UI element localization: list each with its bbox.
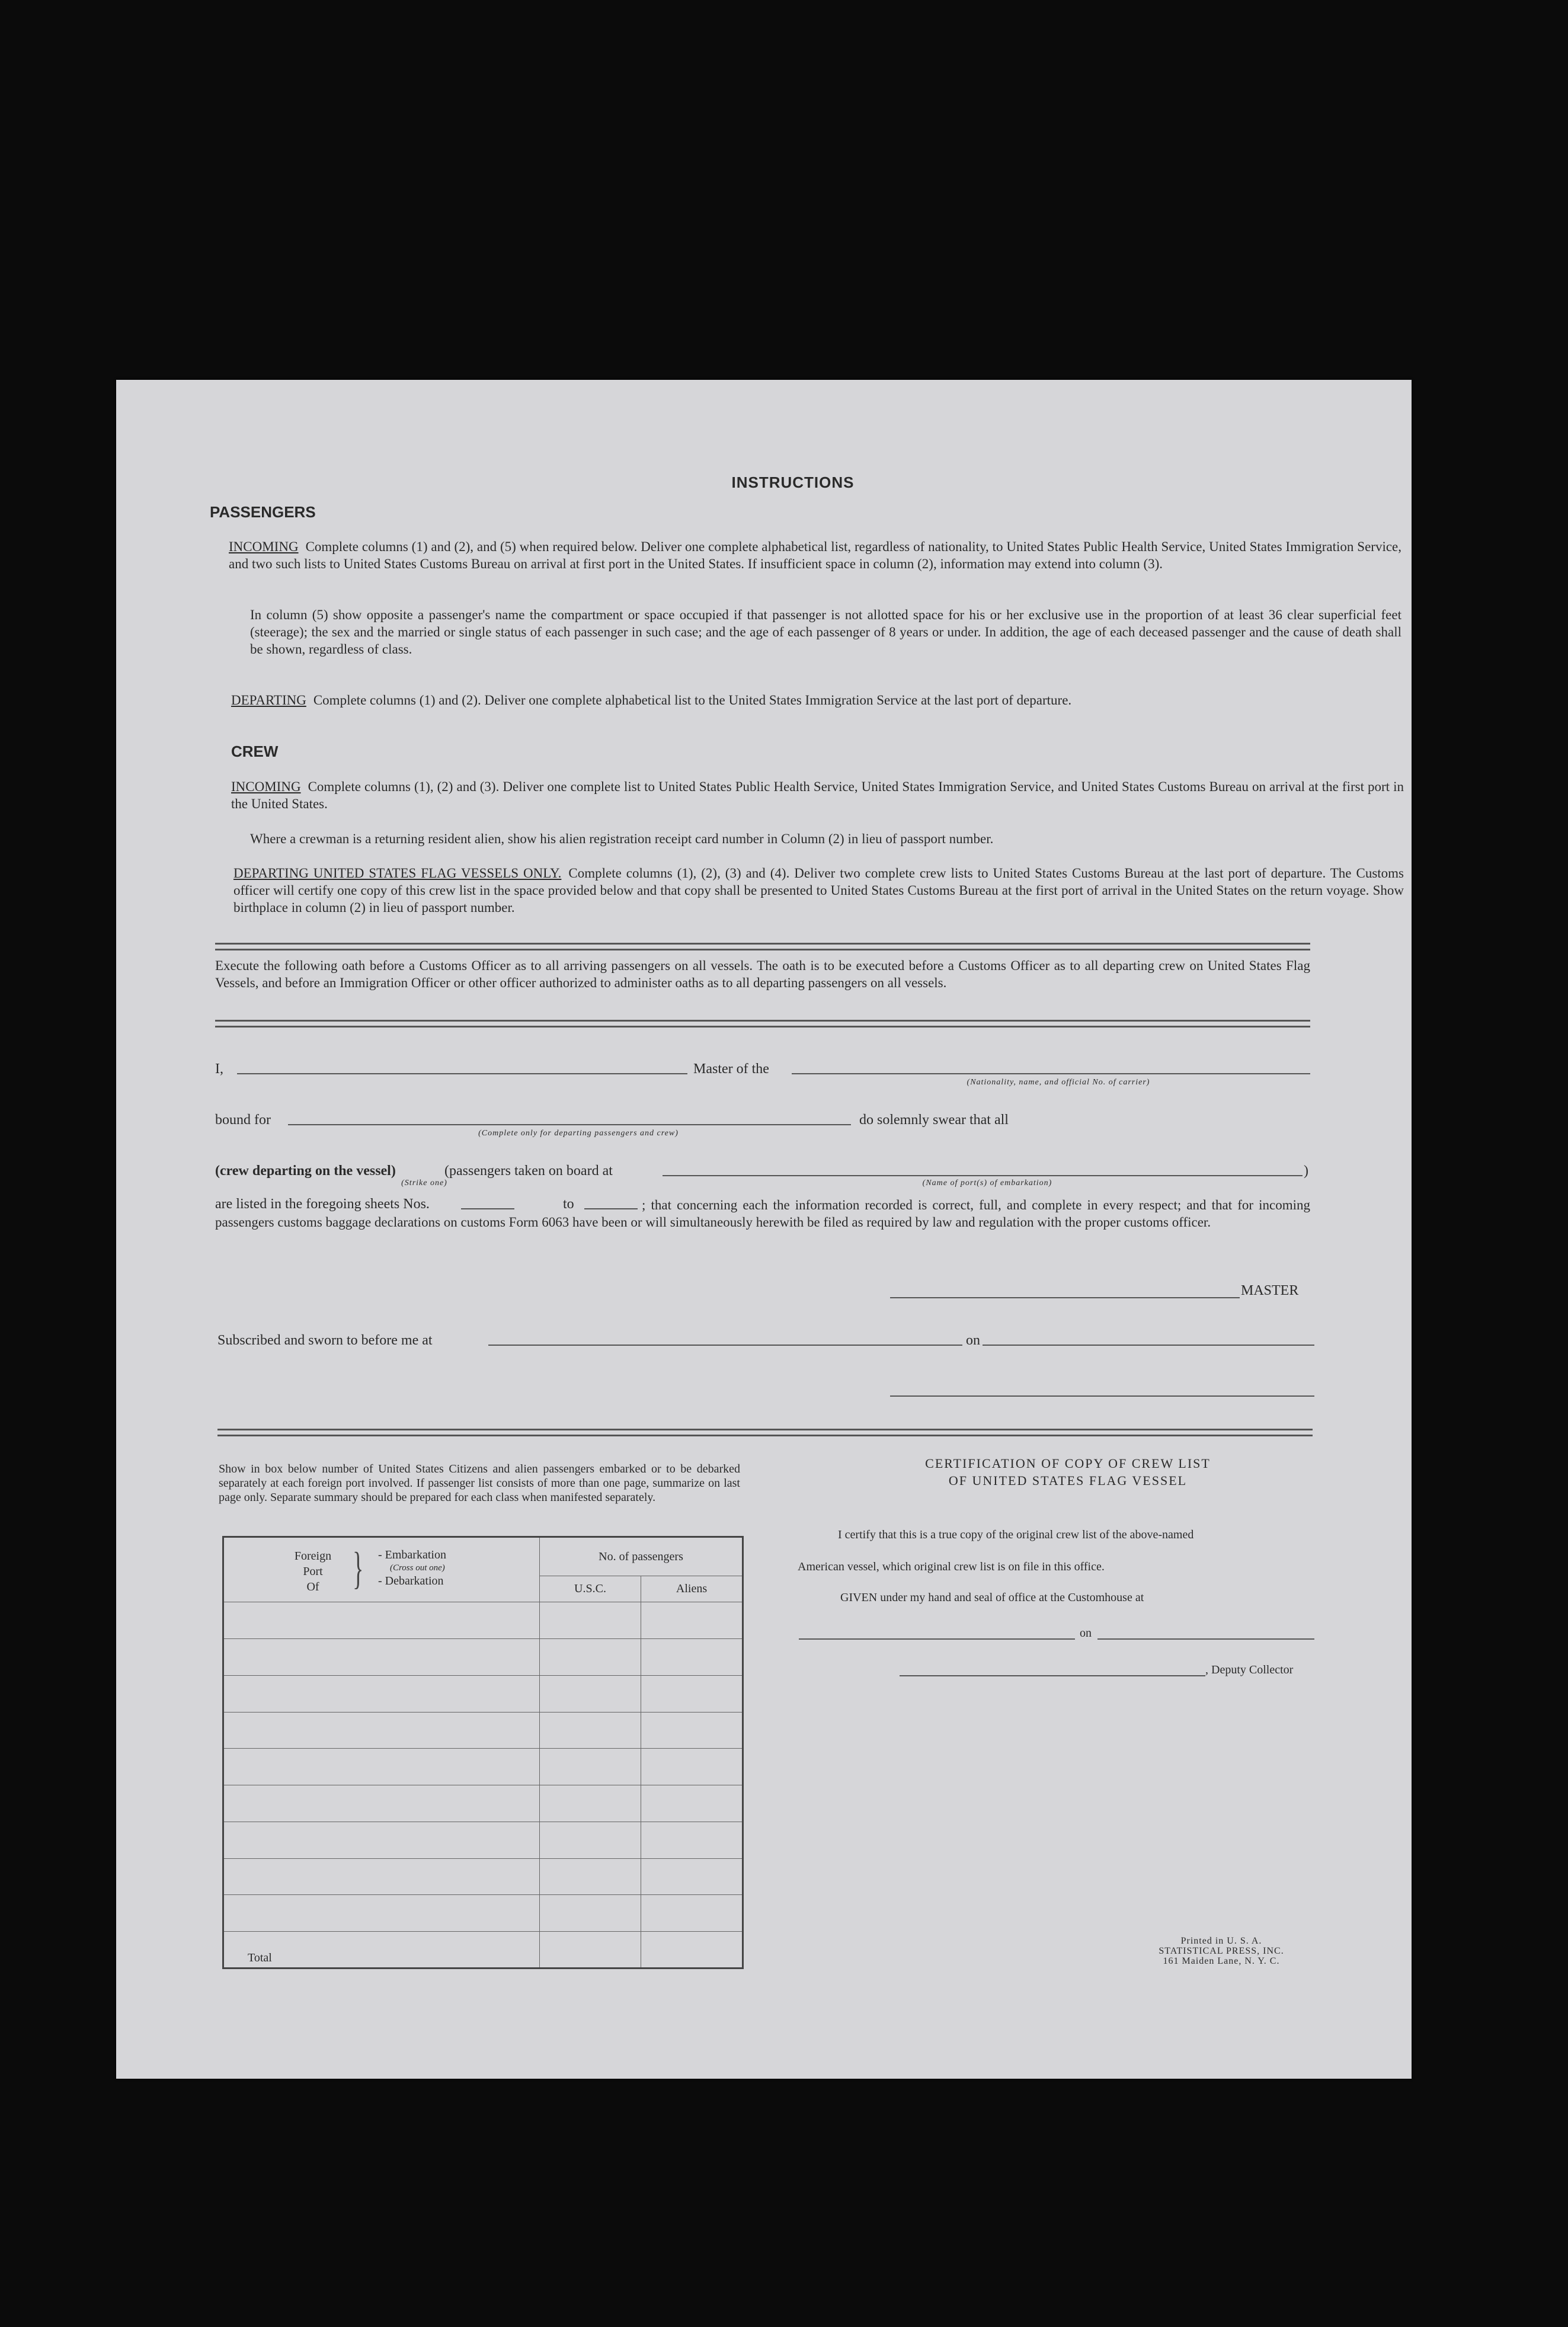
aliens-total-cell[interactable] bbox=[641, 1932, 743, 1968]
total-label: Total bbox=[223, 1932, 540, 1968]
port-header-cell bbox=[223, 1537, 540, 1602]
passenger-summary-table bbox=[222, 1536, 744, 1969]
usc-header: U.S.C. bbox=[540, 1576, 641, 1602]
aliens-cell[interactable] bbox=[641, 1749, 743, 1785]
master-label: MASTER bbox=[1241, 1283, 1299, 1298]
crew-resident-paragraph: Where a crewman is a returning resident alien, show his alien registration receipt card number in Column (2) in lieu of passport number. bbox=[250, 831, 994, 846]
crew-departing-label: DEPARTING UNITED STATES FLAG VESSELS ONLY. bbox=[233, 866, 562, 881]
embark-options bbox=[378, 1548, 446, 1587]
of-word: Of bbox=[306, 1580, 319, 1594]
aliens-cell[interactable] bbox=[641, 1675, 743, 1712]
passengers-column5-paragraph: In column (5) show opposite a passenger's name the compartment or space occupied if that passenger is not allotted space for his or her exclusive use in the proportion of at least 36 clear superficial feet (steerage); the sex and the married or single status of each passenger in such case; and the age of each passenger of 8 years or under. In addition, the age of each deceased passenger and the cause of death shall be shown, regardless of class. bbox=[250, 607, 1401, 657]
port-cell[interactable] bbox=[223, 1858, 540, 1895]
aliens-cell[interactable] bbox=[641, 1785, 743, 1822]
crew-incoming-paragraph bbox=[231, 778, 1404, 812]
passengers-incoming-paragraph bbox=[229, 538, 1401, 572]
deputy-signature-field[interactable] bbox=[900, 1675, 1205, 1676]
carrier-field[interactable] bbox=[792, 1073, 1310, 1074]
foreign-word: Foreign bbox=[294, 1550, 332, 1563]
usc-cell[interactable] bbox=[540, 1602, 641, 1639]
embarkation-option: - Embarkation bbox=[378, 1548, 446, 1562]
debarkation-option: - Debarkation bbox=[378, 1574, 444, 1588]
crew-incoming-text: Complete columns (1), (2) and (3). Deliver one complete list to United States Public Health Service, United States Immigration Service, and United States Customs Bureau on arrival at the first port in the United States. bbox=[231, 779, 1404, 811]
embarkation-port-field[interactable] bbox=[663, 1175, 1303, 1176]
certify-line2: American vessel, which original crew list is on file in this office. bbox=[798, 1560, 1105, 1573]
divider-rule bbox=[215, 1020, 1310, 1028]
port-cell[interactable] bbox=[223, 1749, 540, 1785]
crew-departing-text: Complete columns (1), (2), (3) and (4). Deliver two complete crew lists to United States Customs Bureau at the last port of departure. The Customs officer will certify one copy of this crew list in the space provided below and that copy shall be presented to United States Customs Bureau at the first port of arrival in the United States on the return voyage. Show birthplace in column (2) in lieu of passport number. bbox=[233, 866, 1404, 915]
listed-text: are listed in the foregoing sheets Nos. bbox=[215, 1196, 430, 1212]
passengers-departing-label: DEPARTING bbox=[231, 693, 306, 708]
passengers-incoming-label: INCOMING bbox=[229, 539, 299, 554]
usc-cell[interactable] bbox=[540, 1675, 641, 1712]
passengers-departing-paragraph bbox=[231, 692, 1401, 709]
crew-departing-bold: (crew departing on the vessel) bbox=[215, 1163, 396, 1179]
usc-cell[interactable] bbox=[540, 1895, 641, 1932]
solemnly-swear-text: do solemnly swear that all bbox=[859, 1112, 1009, 1128]
certification-title-line2: OF UNITED STATES FLAG VESSEL bbox=[948, 1473, 1188, 1488]
oath-i-label: I, bbox=[215, 1061, 223, 1077]
no-of-passengers-header: No. of passengers bbox=[540, 1537, 743, 1576]
nationality-caption: (Nationality, name, and official No. of carrier) bbox=[967, 1078, 1150, 1087]
deputy-collector-label: , Deputy Collector bbox=[1205, 1663, 1294, 1676]
customhouse-field[interactable] bbox=[799, 1638, 1075, 1640]
strike-one-caption: (Strike one) bbox=[401, 1179, 447, 1187]
bound-caption: (Complete only for departing passengers and crew) bbox=[478, 1129, 679, 1138]
certification-title-line1: CERTIFICATION OF COPY OF CREW LIST bbox=[925, 1456, 1211, 1471]
crew-departing-option bbox=[215, 1163, 396, 1179]
summary-note: Show in box below number of United States Citizens and alien passengers embarked or to be debarked separately at each foreign port involved. If passenger list consists of more than one page, summarize on last page only. Separate summary should be prepared for each class when manifested separately. bbox=[219, 1462, 740, 1504]
instructions-title: INSTRUCTIONS bbox=[731, 473, 855, 491]
printer-imprint bbox=[1129, 1936, 1313, 1966]
usc-cell[interactable] bbox=[540, 1785, 641, 1822]
port-word: Port bbox=[303, 1565, 323, 1579]
sworn-place-field[interactable] bbox=[488, 1345, 962, 1346]
brace-glyph: } bbox=[353, 1544, 364, 1594]
port-cell[interactable] bbox=[223, 1602, 540, 1639]
officer-signature-field[interactable] bbox=[890, 1395, 1314, 1397]
cross-out-caption: (Cross out one) bbox=[390, 1563, 445, 1573]
aliens-cell[interactable] bbox=[641, 1895, 743, 1932]
master-signature-field[interactable] bbox=[890, 1297, 1240, 1298]
port-caption: (Name of port(s) of embarkation) bbox=[922, 1179, 1052, 1187]
usc-cell[interactable] bbox=[540, 1822, 641, 1858]
aliens-cell[interactable] bbox=[641, 1639, 743, 1676]
aliens-cell[interactable] bbox=[641, 1712, 743, 1749]
passengers-heading: PASSENGERS bbox=[210, 503, 316, 521]
form-sheet bbox=[116, 380, 1412, 2079]
port-cell[interactable] bbox=[223, 1639, 540, 1676]
aliens-cell[interactable] bbox=[641, 1858, 743, 1895]
aliens-header: Aliens bbox=[641, 1576, 743, 1602]
imprint-line2: STATISTICAL PRESS, INC. bbox=[1159, 1946, 1284, 1956]
listed-rest-text: ; that concerning each the information recorded is correct, full, and complete in every respect; and that for incoming passengers customs baggage declarations on customs Form 6063 have been or will simultaneously herewith be filed as required by law and regulation with the proper customs officer. bbox=[215, 1198, 1310, 1230]
port-cell[interactable] bbox=[223, 1895, 540, 1932]
sworn-on-label: on bbox=[966, 1333, 980, 1348]
subscribed-label: Subscribed and sworn to before me at bbox=[217, 1333, 433, 1348]
bound-for-field[interactable] bbox=[288, 1124, 851, 1125]
usc-cell[interactable] bbox=[540, 1712, 641, 1749]
sworn-date-field[interactable] bbox=[983, 1345, 1314, 1346]
passengers-incoming-text: Complete columns (1) and (2), and (5) when required below. Deliver one complete alphabetical list, regardless of nationality, to United States Public Health Service, United States Immigration Service, and two such lists to United States Customs Bureau on arrival at first port in the United States. If insufficient space in column (2), information may extend into column (3). bbox=[229, 539, 1401, 571]
usc-total-cell[interactable] bbox=[540, 1932, 641, 1968]
certify-on-label: on bbox=[1080, 1627, 1092, 1640]
imprint-line3: 161 Maiden Lane, N. Y. C. bbox=[1163, 1956, 1280, 1966]
to-label: to bbox=[563, 1196, 574, 1212]
passengers-departing-text: Complete columns (1) and (2). Deliver one complete alphabetical list to the United States Immigration Service at the last port of departure. bbox=[313, 693, 1072, 708]
crew-incoming-label: INCOMING bbox=[231, 779, 301, 794]
port-cell[interactable] bbox=[223, 1712, 540, 1749]
divider-rule bbox=[215, 943, 1310, 950]
bound-for-label: bound for bbox=[215, 1112, 271, 1128]
usc-cell[interactable] bbox=[540, 1749, 641, 1785]
divider-rule bbox=[217, 1429, 1313, 1436]
usc-cell[interactable] bbox=[540, 1858, 641, 1895]
close-paren: ) bbox=[1304, 1163, 1308, 1179]
aliens-cell[interactable] bbox=[641, 1822, 743, 1858]
port-header bbox=[224, 1540, 539, 1599]
foreign-port-of-label bbox=[283, 1548, 343, 1595]
aliens-cell[interactable] bbox=[641, 1602, 743, 1639]
port-cell[interactable] bbox=[223, 1822, 540, 1858]
passengers-taken-option: (passengers taken on board at bbox=[444, 1163, 613, 1179]
imprint-line1: Printed in U. S. A. bbox=[1180, 1936, 1262, 1946]
oath-intro: Execute the following oath before a Customs Officer as to all arriving passengers on all vessels. The oath is to be executed before a Customs Officer as to all departing crew on United States Flag Vessels, and before an Immigration Officer or other officer authorized to administer oaths as to all departing passengers on all vessels. bbox=[215, 958, 1310, 990]
crew-departing-paragraph bbox=[233, 865, 1404, 916]
certify-date-field[interactable] bbox=[1097, 1638, 1314, 1640]
port-cell[interactable] bbox=[223, 1785, 540, 1822]
master-of-the-label: Master of the bbox=[693, 1061, 769, 1077]
certify-line1: I certify that this is a true copy of the original crew list of the above-named bbox=[838, 1528, 1194, 1541]
certification-title bbox=[855, 1455, 1281, 1489]
usc-cell[interactable] bbox=[540, 1639, 641, 1676]
master-name-field[interactable] bbox=[237, 1073, 687, 1074]
port-cell[interactable] bbox=[223, 1675, 540, 1712]
crew-heading: CREW bbox=[231, 742, 279, 760]
certify-line3: GIVEN under my hand and seal of office at the Customhouse at bbox=[840, 1591, 1144, 1604]
